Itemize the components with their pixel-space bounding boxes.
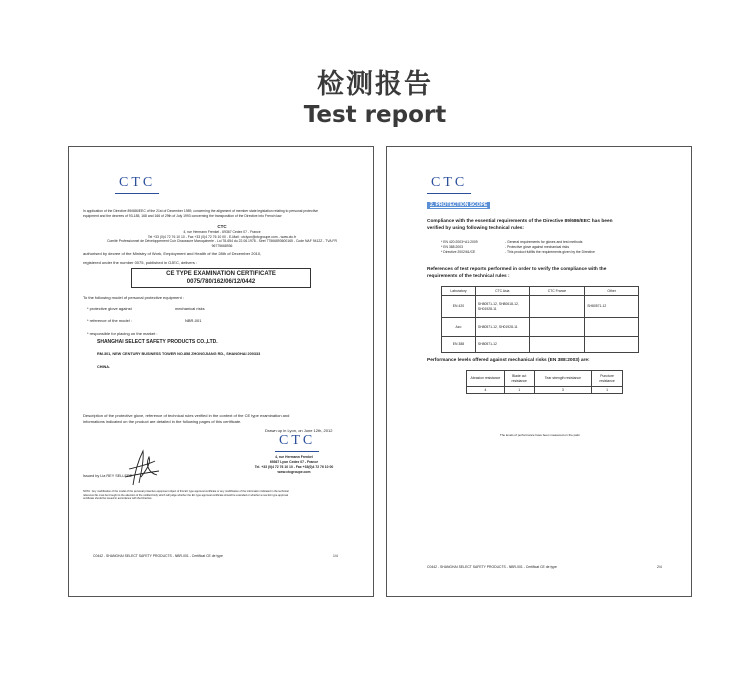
table-cell: Azo: [442, 318, 476, 337]
intro-line-1: In application of the Directive 89/686/EEC of the 21st of December 1989, concerning the alignment of member state legislation relating to personal protective: [83, 209, 319, 213]
field-value-reference: NBR-001: [185, 318, 202, 323]
table-cell: [529, 337, 585, 353]
table-row: [442, 337, 639, 353]
field-label-responsible: * responsible for placing on the market :: [87, 331, 158, 336]
perf-header-cell: Blade cut resistance: [504, 371, 534, 387]
test-report-table: [441, 286, 639, 353]
section-heading: 2. PROTECTION SCOPE: [427, 202, 490, 209]
references-line-1: References of test reports performed in order to verify the compliance with the: [427, 267, 607, 272]
references-line-2: requirements of the technical rules :: [427, 273, 510, 279]
field-value-glove: mechanical risks: [175, 306, 205, 311]
rule-code-1: * EN 420:2003+A1:2009: [441, 240, 478, 244]
issued-by: Issued by Lia REY SELLERE: [83, 474, 133, 478]
rule-code-2: * EN 388:2003: [441, 245, 464, 249]
rule-desc-2: - Protective glove against mechanical risks: [505, 245, 570, 249]
footer-left: C0442 - SHANGHAI SELECT SAFETY PRODUCTS - NBR-001 - Certificat CE de type: [427, 565, 557, 569]
registered-line: registered under the number 0075, published in OJEC, delivers :: [83, 260, 198, 265]
certificate-number: 0075/780/162/06/12/0442: [186, 279, 256, 285]
compliance-line-2: verified by using following technical rules:: [427, 225, 525, 231]
nota-line-1: NOTA : Any modification of the model of the personal protective equipment object of this EC type approval certificate or any modification of the information indicated in the technical: [83, 490, 289, 493]
company-country: CHINA.: [97, 365, 111, 369]
rule-desc-3: - This product fulfills the requirements given by the Directive: [505, 250, 595, 254]
perf-value-cell: 1: [504, 387, 534, 394]
page-title-cn: 检测报告: [317, 69, 433, 100]
table-cell: [585, 337, 639, 353]
table-header-cell: CTC France: [529, 287, 585, 296]
org-address-4: 96775668936: [211, 243, 233, 248]
ctc-stamp-logo: CTC: [279, 433, 316, 448]
org-address-2: Tel +33 (0)4 72 76 10 10 - Fax +33 (0)4 72 76 10 00 - E-Mail : ctclyon@ctcgroupe.com - www.ctc.fr: [147, 234, 297, 239]
company-name: SHANGHAI SELECT SAFETY PRODUCTS CO.,LTD.: [97, 339, 218, 345]
stamp-address-3: Tel. +33 (0)4 72 76 10 10 - Fax +33(0)4 72 76 10 00: [254, 465, 334, 469]
field-label-reference: * reference of the model :: [87, 318, 132, 323]
table-header-cell: Other: [585, 287, 639, 296]
description-line-1: Description of the protective glove, reference of technical rules verified in the context of the CE type examination and: [83, 413, 290, 418]
table-cell: [529, 296, 585, 318]
table-cell: SH80571-12: [585, 296, 639, 318]
handwritten-signature: [119, 447, 165, 487]
drawn-up-line: Drawn up in Lyon, on June 12th, 2012: [265, 428, 333, 433]
table-cell: SH80571-12, SH01928-11: [475, 318, 529, 337]
footer-page-number: 2/4: [657, 565, 662, 569]
table-header-cell: CTC Asia: [475, 287, 529, 296]
intro-line-2: equipment and the decrees of 93-185, 168 and 166 of 29th of July 1993 concerning the transposition of the Directive into French law: [83, 214, 282, 218]
table-header-cell: Laboratory: [442, 287, 476, 296]
table-cell: SH80571-12: [475, 337, 529, 353]
perf-value-row: [467, 387, 623, 394]
table-row: [442, 296, 639, 318]
authorised-line: authorised by decree of the Ministry of Work, Employment and Health of the 28th of December 2010,: [83, 251, 262, 256]
ctc-logo: CTC: [431, 175, 468, 190]
nota-line-3: certificate should be issued in accordance with the Directive.: [83, 497, 153, 500]
company-address: RM.301, NEW CENTURY BUSINESS TOWER NO.858 ZHONGJIANG RD., SHANGHAI 200333: [97, 352, 261, 356]
performance-note: The levels of performance have been measured on the palm: [499, 433, 581, 437]
table-header-row: [442, 287, 639, 296]
table-cell: EN 388: [442, 337, 476, 353]
org-address-3: Comité Professionnel de Développement Cuir Chaussure Maroquinerie - Loi 78-654 du 22.06.1978 - Siret 77566893600165 - Code NAF 9412Z - TVA FR: [107, 239, 337, 243]
perf-header-row: [467, 371, 623, 387]
stamp-address-2: 69367 Lyon Cedex 07 - France: [269, 460, 319, 464]
rule-code-3: * Directive 2002/61/CE: [441, 250, 476, 254]
compliance-line-1: Compliance with the essential requirements of the Directive 89/686/EEC has been: [427, 219, 613, 224]
nota-line-2: reference file must be brought to the attention of the notified body which will judge whether the EC type approval certificate should be extended or whether a new EC type approval: [83, 493, 289, 497]
description-line-2: informations indicated on the product are detailed in the following pages of this certificate.: [83, 419, 242, 424]
table-cell: EN 420: [442, 296, 476, 318]
table-cell: [529, 318, 585, 337]
stamp-address-1: 4, rue Hermann Frenkel: [275, 455, 313, 459]
org-name: CTC: [217, 224, 227, 229]
perf-header-cell: Abrasion resistance: [467, 371, 505, 387]
ctc-logo: CTC: [119, 175, 156, 190]
perf-header-cell: Tear strength resistance: [534, 371, 592, 387]
perf-value-cell: 4: [467, 387, 505, 394]
logo-underline: [115, 193, 159, 194]
perf-value-cell: 3: [534, 387, 592, 394]
perf-value-cell: 1: [592, 387, 623, 394]
logo-underline: [427, 193, 471, 194]
certificate-page-2: [386, 146, 692, 597]
field-label-glove: * protective glove against: [87, 306, 132, 311]
org-address-1: 4, rue Hermann Frenkel - 69367 Cedex 07 - France: [183, 230, 261, 234]
stamp-address-4: www.ctcgroupe.com: [277, 470, 311, 474]
page-title-en: Test report: [303, 102, 447, 128]
table-cell: SH80571-12, SH80618-12, SH01928-11: [475, 296, 529, 318]
stamp-logo-underline: [275, 451, 319, 452]
certificate-title: CE TYPE EXAMINATION CERTIFICATE: [166, 271, 276, 277]
perf-header-cell: Puncture resistance: [592, 371, 623, 387]
table-row: [442, 318, 639, 337]
footer-left: C0442 - SHANGHAI SELECT SAFETY PRODUCTS - NBR-001 - Certificat CE de type: [93, 554, 223, 558]
certificate-page-1: [68, 146, 374, 597]
performance-title: Performance levels offered against mechanical risks (EN 388:2003) are:: [427, 358, 590, 363]
following-model-line: To the following model of personal protective equipment :: [83, 295, 184, 300]
footer-page-number: 1/4: [333, 554, 338, 558]
table-cell: [585, 318, 639, 337]
rule-desc-1: - General requirements for gloves and test methods: [505, 240, 583, 244]
performance-table: [466, 370, 623, 394]
